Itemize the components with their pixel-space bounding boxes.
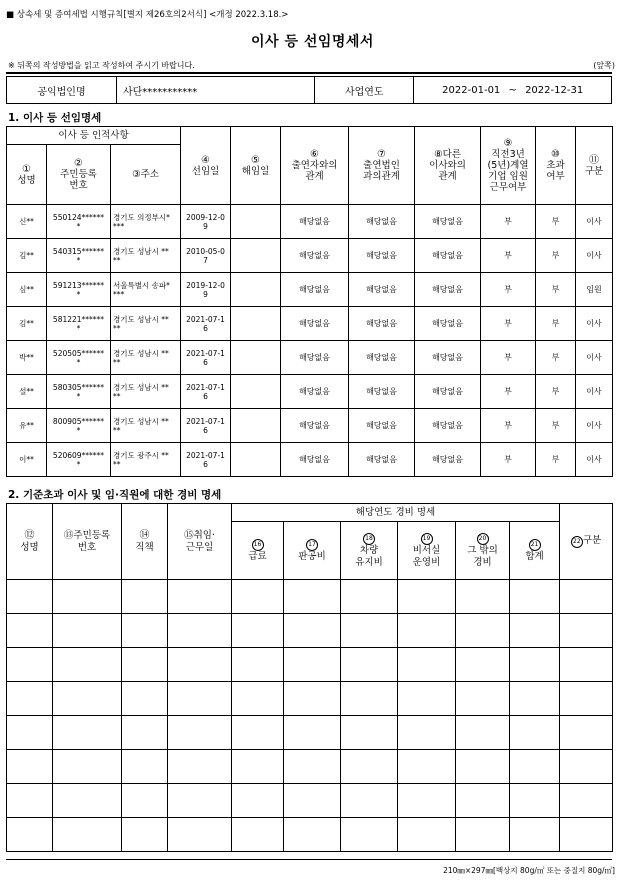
row-address: 경기도 성남시 ** ** [111, 375, 181, 409]
col13-label: ⑬주민등록 번호 [63, 529, 111, 553]
row-other-director-relation: 해당없음 [415, 307, 481, 341]
empty-cell[interactable] [232, 818, 284, 852]
row-excess: 부 [536, 341, 576, 375]
col-other-expense [456, 522, 510, 580]
empty-cell[interactable] [341, 750, 398, 784]
col10-label: 초과 여부 [546, 160, 565, 182]
col17-label: 판공비 [298, 551, 326, 562]
empty-cell[interactable] [284, 784, 341, 818]
row-corp-relation: 해당없음 [349, 273, 415, 307]
col17-num: 17 [306, 539, 318, 551]
row-appointment-date: 2021-07-1 6 [181, 375, 231, 409]
row-affiliate-officer: 부 [481, 341, 536, 375]
empty-cell[interactable] [122, 750, 168, 784]
table-row [7, 239, 613, 273]
row-affiliate-officer: 부 [481, 273, 536, 307]
empty-cell[interactable] [284, 648, 341, 682]
col21-num: 21 [529, 539, 541, 551]
empty-cell[interactable] [122, 716, 168, 750]
col9-num: ⑨ [503, 138, 513, 149]
empty-cell[interactable] [168, 580, 232, 614]
row-other-director-relation: 해당없음 [415, 443, 481, 477]
row-name: 박** [7, 341, 47, 375]
empty-cell[interactable] [7, 716, 53, 750]
empty-cell[interactable] [53, 784, 122, 818]
row-appointment-date: 2021-07-1 6 [181, 443, 231, 477]
corp-value: 사단*********** [116, 77, 314, 104]
empty-cell[interactable] [284, 580, 341, 614]
col2-num: ② [74, 158, 83, 169]
row-dismissal-date [231, 239, 281, 273]
empty-cell[interactable] [398, 682, 456, 716]
table-row [7, 682, 613, 716]
empty-cell[interactable] [168, 614, 232, 648]
empty-cell[interactable] [232, 580, 284, 614]
empty-cell[interactable] [456, 580, 510, 614]
year-end: 2022-12-31 [525, 84, 584, 96]
row-name: 신** [7, 205, 47, 239]
empty-cell[interactable] [560, 682, 613, 716]
table-row [7, 307, 613, 341]
col-name [7, 145, 47, 205]
col-secretariat [398, 522, 456, 580]
empty-cell[interactable] [456, 682, 510, 716]
row-affiliate-officer: 부 [481, 205, 536, 239]
col19-num: 19 [421, 533, 433, 545]
col18-num: 18 [363, 533, 375, 545]
top-rule [6, 72, 612, 74]
row-category: 이사 [576, 375, 613, 409]
row-name: 김** [7, 239, 47, 273]
row-category: 임원 [576, 273, 613, 307]
row-address: 경기도 성남시 ** ** [111, 307, 181, 341]
row-contributor-relation: 해당없음 [281, 307, 349, 341]
row-dismissal-date [231, 375, 281, 409]
row-category: 이사 [576, 307, 613, 341]
table-row [7, 205, 613, 239]
row-appointment-date: 2021-07-1 6 [181, 341, 231, 375]
row-excess: 부 [536, 273, 576, 307]
row-other-director-relation: 해당없음 [415, 375, 481, 409]
col15-label: ⑮취임· 근무일 [184, 529, 215, 553]
empty-cell[interactable] [398, 716, 456, 750]
row-corp-relation: 해당없음 [349, 205, 415, 239]
col2-label: 주민등록 번호 [60, 169, 97, 191]
col3-label: ③주소 [132, 169, 159, 180]
row-rrn: 580305****** * [47, 375, 111, 409]
empty-cell[interactable] [53, 580, 122, 614]
row-dismissal-date [231, 443, 281, 477]
row-excess: 부 [536, 375, 576, 409]
col8-label: ⑧다른 이사와의 관계 [429, 149, 466, 182]
empty-cell[interactable] [560, 648, 613, 682]
row-address: 경기도 의정부시* *** [111, 205, 181, 239]
row-affiliate-officer: 부 [481, 375, 536, 409]
row-corp-relation: 해당없음 [349, 375, 415, 409]
instruction-note: ※ 뒤쪽의 작성방법을 읽고 작성하여 주시기 바랍니다. [8, 61, 195, 70]
col5-num: ⑤ [251, 154, 261, 166]
row-excess: 부 [536, 443, 576, 477]
empty-cell[interactable] [7, 648, 53, 682]
col7-num: ⑦ [377, 149, 387, 160]
row-rrn: 550124****** * [47, 205, 111, 239]
form-reference: ■ 상속세 및 증여세법 시행규칙[별지 제26호의2서식] <개정 2022.3.18.> [6, 10, 289, 20]
col19-label: 비서실 운영비 [412, 545, 441, 568]
col-exp-category [560, 504, 613, 580]
row-appointment-date: 2021-07-1 6 [181, 307, 231, 341]
col5-label: 해임일 [241, 165, 270, 177]
empty-cell[interactable] [510, 716, 560, 750]
empty-cell[interactable] [341, 614, 398, 648]
row-dismissal-date [231, 341, 281, 375]
col22-label: 구분 [582, 535, 602, 546]
empty-cell[interactable] [341, 784, 398, 818]
empty-cell[interactable] [168, 784, 232, 818]
row-affiliate-officer: 부 [481, 307, 536, 341]
empty-cell[interactable] [398, 580, 456, 614]
empty-cell[interactable] [53, 682, 122, 716]
empty-cell[interactable] [168, 818, 232, 852]
corp-label: 공익법인명 [7, 77, 117, 104]
empty-cell[interactable] [7, 750, 53, 784]
col12-label: 성명 [20, 541, 39, 553]
empty-cell[interactable] [560, 614, 613, 648]
col4-num: ④ [201, 154, 211, 166]
empty-cell[interactable] [341, 648, 398, 682]
col1-num: ① [22, 163, 31, 175]
row-corp-relation: 해당없음 [349, 239, 415, 273]
table-row [7, 614, 613, 648]
table-row [7, 375, 613, 409]
year-range [414, 77, 612, 104]
col11-num: ⑪ [589, 154, 600, 166]
empty-cell[interactable] [232, 750, 284, 784]
row-other-director-relation: 해당없음 [415, 273, 481, 307]
row-excess: 부 [536, 409, 576, 443]
empty-cell[interactable] [232, 682, 284, 716]
empty-cell[interactable] [168, 750, 232, 784]
year-label: 사업연도 [315, 77, 414, 104]
page-title: 이사 등 선임명세서 [251, 34, 374, 50]
table-row [7, 443, 613, 477]
row-corp-relation: 해당없음 [349, 307, 415, 341]
page-side-label: (앞쪽) [593, 61, 615, 70]
row-appointment-date: 2019-12-0 9 [181, 273, 231, 307]
empty-cell[interactable] [284, 716, 341, 750]
col-total [510, 522, 560, 580]
empty-cell[interactable] [510, 580, 560, 614]
row-category: 이사 [576, 341, 613, 375]
row-address: 경기도 광주시 ** ** [111, 443, 181, 477]
col-category [576, 127, 613, 205]
row-address: 경기도 성남시 ** ** [111, 341, 181, 375]
row-rrn: 581221****** * [47, 307, 111, 341]
table-row [7, 784, 613, 818]
empty-cell[interactable] [510, 614, 560, 648]
empty-cell[interactable] [456, 750, 510, 784]
empty-cell[interactable] [53, 818, 122, 852]
expense-table [6, 503, 613, 852]
row-contributor-relation: 해당없음 [281, 341, 349, 375]
empty-cell[interactable] [456, 716, 510, 750]
empty-cell[interactable] [232, 614, 284, 648]
row-address: 경기도 성남시 ** ** [111, 409, 181, 443]
col16-label: 급료 [248, 551, 267, 562]
row-dismissal-date [231, 409, 281, 443]
empty-cell[interactable] [284, 750, 341, 784]
row-rrn: 540315****** * [47, 239, 111, 273]
empty-cell[interactable] [284, 614, 341, 648]
col-affiliate-officer [481, 127, 536, 205]
table-row [7, 273, 613, 307]
col-entertainment [284, 522, 341, 580]
row-appointment-date: 2021-07-1 6 [181, 409, 231, 443]
empty-cell[interactable] [53, 716, 122, 750]
row-category: 이사 [576, 205, 613, 239]
table-row [7, 341, 613, 375]
empty-cell[interactable] [398, 784, 456, 818]
row-address: 서울특별시 송파* *** [111, 273, 181, 307]
row-corp-relation: 해당없음 [349, 341, 415, 375]
row-dismissal-date [231, 307, 281, 341]
empty-cell[interactable] [456, 648, 510, 682]
row-category: 이사 [576, 409, 613, 443]
empty-cell[interactable] [122, 614, 168, 648]
col14-label: 직책 [135, 541, 154, 553]
col-exp-rrn [53, 504, 122, 580]
row-other-director-relation: 해당없음 [415, 205, 481, 239]
col-exp-name [7, 504, 53, 580]
empty-cell[interactable] [284, 818, 341, 852]
row-contributor-relation: 해당없음 [281, 239, 349, 273]
row-contributor-relation: 해당없음 [281, 273, 349, 307]
directors-table [6, 126, 613, 477]
empty-cell[interactable] [122, 580, 168, 614]
row-other-director-relation: 해당없음 [415, 239, 481, 273]
row-rrn: 520609****** * [47, 443, 111, 477]
row-name: 김** [7, 307, 47, 341]
info-box [6, 76, 612, 104]
empty-cell[interactable] [7, 784, 53, 818]
empty-cell[interactable] [510, 818, 560, 852]
empty-cell[interactable] [232, 648, 284, 682]
col6-num: ⑥ [310, 149, 320, 160]
empty-cell[interactable] [7, 818, 53, 852]
row-appointment-date: 2010-05-0 7 [181, 239, 231, 273]
empty-cell[interactable] [560, 784, 613, 818]
col22-num: 22 [571, 536, 583, 548]
row-contributor-relation: 해당없음 [281, 375, 349, 409]
empty-cell[interactable] [7, 580, 53, 614]
empty-cell[interactable] [232, 784, 284, 818]
col-corp-relation [349, 127, 415, 205]
col-contributor-relation [281, 127, 349, 205]
section2-title: 2. 기준초과 이사 및 임·직원에 대한 경비 명세 [8, 489, 222, 501]
row-other-director-relation: 해당없음 [415, 341, 481, 375]
col10-num: ⑩ [551, 149, 561, 160]
row-affiliate-officer: 부 [481, 239, 536, 273]
table-row [7, 818, 613, 852]
empty-cell[interactable] [122, 648, 168, 682]
col-exp-work-date [168, 504, 232, 580]
empty-cell[interactable] [398, 750, 456, 784]
empty-cell[interactable] [168, 716, 232, 750]
row-address: 경기도 성남시 ** ** [111, 239, 181, 273]
row-contributor-relation: 해당없음 [281, 409, 349, 443]
empty-cell[interactable] [168, 682, 232, 716]
col20-label: 그 밖의 경비 [467, 545, 498, 568]
empty-cell[interactable] [122, 818, 168, 852]
col-salary [232, 522, 284, 580]
col7-label: 출연법인 과의관계 [363, 160, 400, 182]
row-rrn: 520505****** * [47, 341, 111, 375]
col-dismissal [231, 127, 281, 205]
paper-spec-footer: 210㎜×297㎜[백상지 80g/㎡ 또는 중질지 80g/㎡] [443, 866, 615, 875]
row-excess: 부 [536, 307, 576, 341]
row-affiliate-officer: 부 [481, 409, 536, 443]
empty-cell[interactable] [284, 682, 341, 716]
empty-cell[interactable] [341, 716, 398, 750]
empty-cell[interactable] [168, 648, 232, 682]
row-rrn: 800905****** * [47, 409, 111, 443]
col20-num: 20 [477, 533, 489, 545]
empty-cell[interactable] [53, 614, 122, 648]
empty-cell[interactable] [456, 614, 510, 648]
col9-label: 직전3년 (5년)계열 기업 임원 근무여부 [487, 149, 529, 193]
table-row [7, 409, 613, 443]
bottom-rule [6, 859, 612, 860]
row-contributor-relation: 해당없음 [281, 205, 349, 239]
empty-cell[interactable] [510, 784, 560, 818]
col21-label: 합계 [525, 551, 544, 562]
col6-label: 출연자와의 관계 [291, 160, 338, 182]
col4-label: 선임일 [191, 165, 220, 177]
empty-cell[interactable] [560, 716, 613, 750]
empty-cell[interactable] [560, 580, 613, 614]
row-other-director-relation: 해당없음 [415, 409, 481, 443]
empty-cell[interactable] [510, 750, 560, 784]
col11-label: 구분 [584, 165, 604, 177]
row-category: 이사 [576, 239, 613, 273]
empty-cell[interactable] [560, 818, 613, 852]
col-excess [536, 127, 576, 205]
row-category: 이사 [576, 443, 613, 477]
table-row [7, 648, 613, 682]
row-excess: 부 [536, 205, 576, 239]
empty-cell[interactable] [53, 750, 122, 784]
empty-cell[interactable] [398, 648, 456, 682]
col-exp-position [122, 504, 168, 580]
empty-cell[interactable] [456, 784, 510, 818]
empty-cell[interactable] [122, 682, 168, 716]
col-address [111, 145, 181, 205]
empty-cell[interactable] [341, 682, 398, 716]
row-appointment-date: 2009-12-0 9 [181, 205, 231, 239]
col-rrn [47, 145, 111, 205]
row-corp-relation: 해당없음 [349, 443, 415, 477]
row-name: 유** [7, 409, 47, 443]
section1-title: 1. 이사 등 선임명세 [8, 112, 102, 124]
row-dismissal-date [231, 205, 281, 239]
personal-info-group-header: 이사 등 인적사항 [7, 127, 181, 145]
col-appointment [181, 127, 231, 205]
col-other-director-relation [415, 127, 481, 205]
col1-label: 성명 [17, 174, 36, 186]
table-row [7, 580, 613, 614]
empty-cell[interactable] [232, 716, 284, 750]
empty-cell[interactable] [456, 818, 510, 852]
table-row [7, 750, 613, 784]
empty-cell[interactable] [510, 648, 560, 682]
col16-num: 16 [252, 539, 264, 551]
col-vehicle [341, 522, 398, 580]
row-contributor-relation: 해당없음 [281, 443, 349, 477]
row-corp-relation: 해당없음 [349, 409, 415, 443]
col14-num: ⑭ [139, 529, 150, 541]
row-rrn: 591213****** * [47, 273, 111, 307]
col12-num: ⑫ [24, 529, 35, 541]
empty-cell[interactable] [341, 818, 398, 852]
empty-cell[interactable] [560, 750, 613, 784]
empty-cell[interactable] [7, 682, 53, 716]
year-tilde: ~ [508, 84, 517, 96]
empty-cell[interactable] [53, 648, 122, 682]
row-dismissal-date [231, 273, 281, 307]
row-affiliate-officer: 부 [481, 443, 536, 477]
empty-cell[interactable] [510, 682, 560, 716]
row-name: 설** [7, 375, 47, 409]
row-excess: 부 [536, 239, 576, 273]
empty-cell[interactable] [341, 580, 398, 614]
table-row [7, 716, 613, 750]
empty-cell[interactable] [398, 818, 456, 852]
row-name: 이** [7, 443, 47, 477]
empty-cell[interactable] [122, 784, 168, 818]
empty-cell[interactable] [7, 614, 53, 648]
expense-group-header: 해당연도 경비 명세 [232, 504, 560, 522]
year-start: 2022-01-01 [442, 84, 501, 96]
row-name: 심** [7, 273, 47, 307]
empty-cell[interactable] [398, 614, 456, 648]
col18-label: 차량 유지비 [355, 545, 383, 568]
